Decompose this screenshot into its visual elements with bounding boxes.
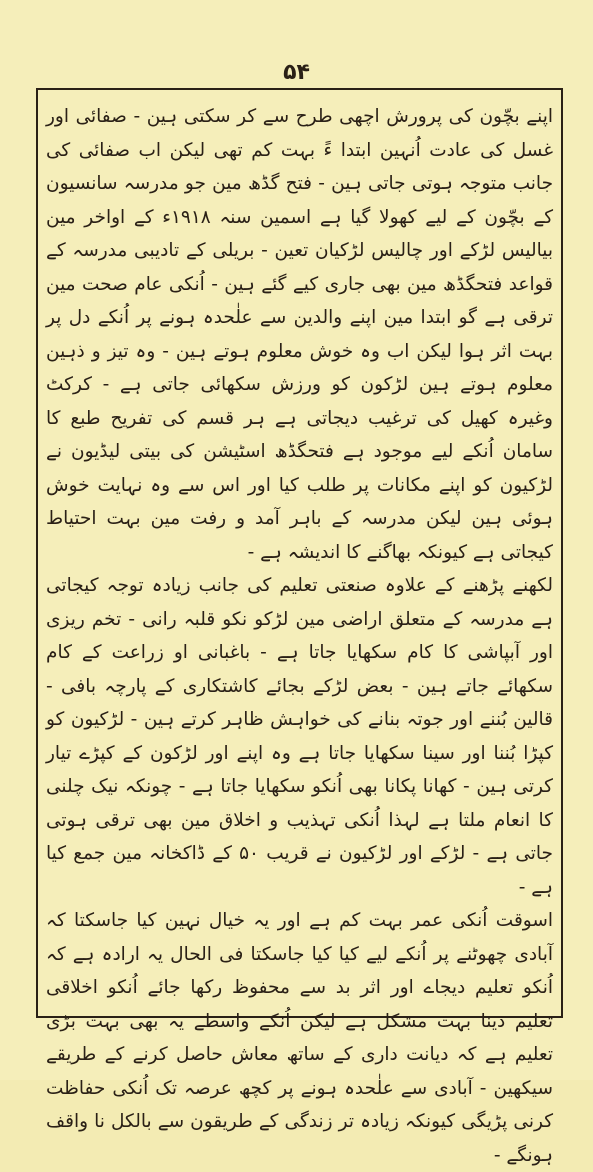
paragraph-2: لکھنے پڑھنے کے علاوہ صنعتی تعلیم کی جانب زیادہ توجہ کیجاتی ہے مدرسہ کے متعلق اراضی مین لڑکو نکو قلبہ رانی - تخم ریزی اور آبپاشی کا کام سکھایا جاتا ہے - باغبانی او زراعت کے کام سکھائے جاتے ہین - بعض لڑکے بجائے کاشتکاری کے پارچہ بافی - قالین بُننے اور جوتہ بنانے کی خواہش ظاہر کرتے ہین - لڑکیون کو کپڑا بُننا اور سینا سکھایا جاتا ہے وہ اپنے اور لڑکون کے کپڑے تیار کرتی ہین - کھانا پکانا بھی اُنکو سکھایا جاتا ہے - چونکہ نیک چلنی کا انعام ملتا ہے لہذا اُنکی تہذیب و اخلاق مین بھی ترقی ہوتی جاتی ہے - لڑکے اور لڑکیون نے قریب ۵۰ کے ڈاکخانہ مین جمع کیا ہے - bbox=[46, 575, 553, 898]
paragraph-1: اپنے بچّون کی پرورش اچھی طرح سے کر سکتی ہین - صفائی اور غسل کی عادت اُنہین ابتدا ءً بہت کم تھی لیکن اب صفائی کی جانب متوجہ ہوتی جاتی ہین - فتح گڈھ مین جو مدرسہ سانسیون کے بچّون کے لیے کھولا گیا ہے اسمین سنہ ۱۹۱۸ء کے اواخر مین بیالیس لڑکے اور چالیس لڑکیان تعین - بریلی کے تادیبی مدرسہ کے قواعد فتحگڈھ مین بھی جاری کیے گئے ہین - اُنکی عام صحت مین ترقی ہے گو ابتدا مین اپنے والدین سے علٰحدہ ہونے پر اُنکے دل پر بہت اثر ہوا لیکن اب وہ خوش معلوم ہوتے ہین - وہ تیز و ذہین معلوم ہوتے ہین لڑکون کو ورزش سکھائی جاتی ہے - کرکٹ وغیرہ کھیل کی ترغیب دیجاتی ہے ہر قسم کی تفریح طبع کا سامان اُنکے لیے موجود ہے فتحگڈھ اسٹیشن کی بیتی لیڈیون نے لڑکیون کو اپنے مکانات پر طلب کیا اور اس سے وہ نہایت خوش ہوئی ہین لیکن مدرسہ کے باہر آمد و رفت مین بہت احتیاط کیجاتی ہے کیونکہ بھاگنے کا اندیشہ ہے - bbox=[46, 106, 554, 563]
page-number: ۵۴ bbox=[283, 60, 310, 85]
body-text bbox=[46, 100, 554, 1166]
paragraph-3: اسوقت اُنکی عمر بہت کم ہے اور یہ خیال نہین کیا جاسکتا کہ آبادی چھوٹنے پر اُنکے لیے کیا کیا جاسکتا فی الحال یہ ارادہ ہے کہ اُنکو تعلیم دیجاے اور اثر بد سے محفوظ رکھا جائے اُنکو اخلاقی تعلیم دینا بہت مشکل ہے لیکن اُنکے واسطے یہ بھی بہت بڑی تعلیم ہے کہ دیانت داری کے ساتھ معاش حاصل کرنے کے طریقے سیکھین - آبادی سے علٰحدہ ہونے پر کچھ عرصہ تک اُنکی حفاظت کرنی پڑیگی کیونکہ زیادہ تر زندگی کے طریقون سے بالکل نا واقف ہونگے - bbox=[46, 910, 553, 1166]
